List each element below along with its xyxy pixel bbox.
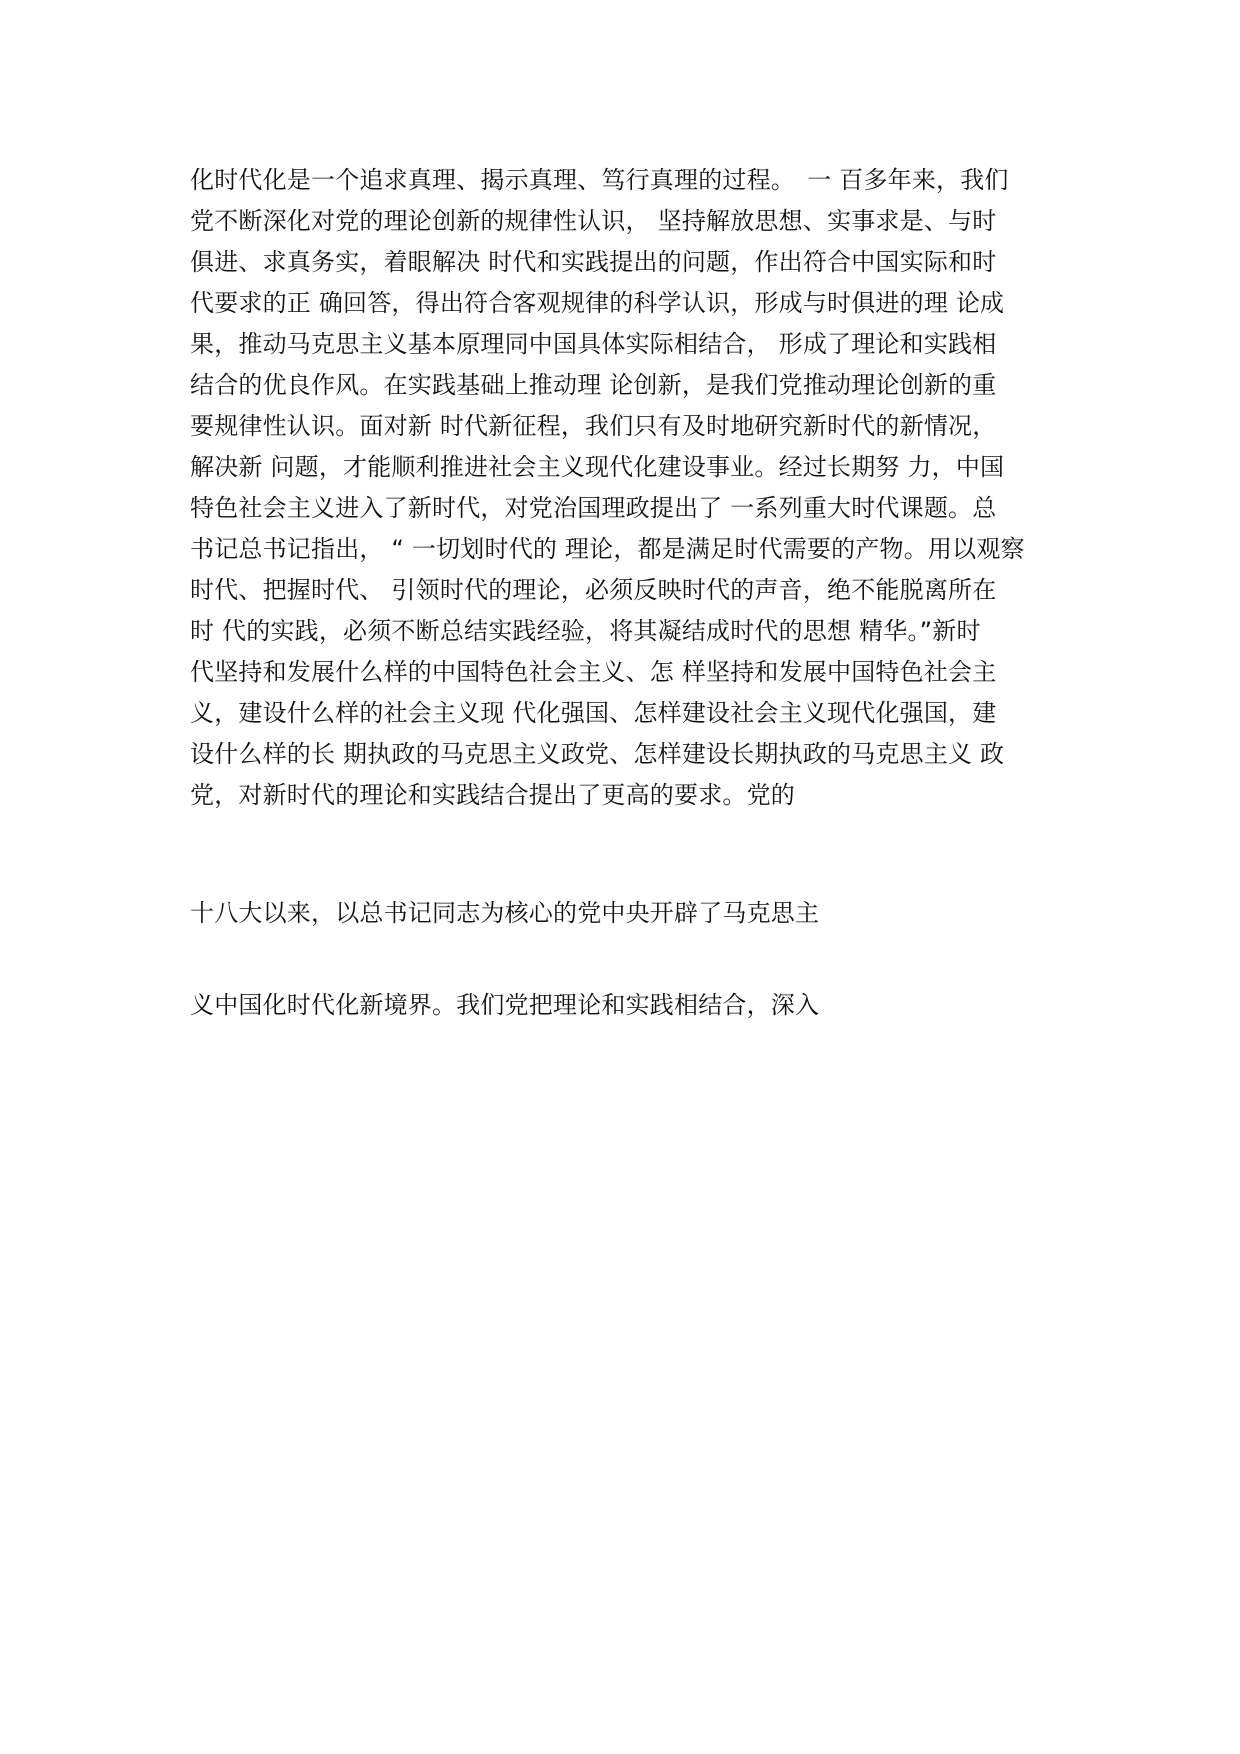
text-line: 果，推动马克思主义基本原理同中国具体实际相结合， 形成了理论和实践相 (190, 330, 997, 358)
text-line: 代要求的正 确回答，得出符合客观规律的科学认识，形成与时俱进的理 论成 (190, 289, 1005, 317)
text-line: 结合的优良作风。在实践基础上推动理 论创新，是我们党推动理论创新的重 (190, 371, 997, 399)
text-line: 党不断深化对党的理论创新的规律性认识， 坚持解放思想、实事求是、与时 (190, 207, 997, 235)
text-line: 俱进、求真务实，着眼解决 时代和实践提出的问题，作出符合中国实际和时 (190, 248, 997, 276)
text-line: 义，建设什么样的社会主义现 代化强国、怎样建设社会主义现代化强国，建 (190, 699, 997, 727)
text-line: 党，对新时代的理论和实践结合提出了更高的要求。党的 (190, 781, 795, 809)
text-line: 特色社会主义进入了新时代，对党治国理政提出了 一系列重大时代课题。总 (190, 494, 997, 522)
body-paragraph (190, 160, 1090, 816)
text-line: 时代、把握时代、 引领时代的理论，必须反映时代的声音，绝不能脱离所在 (190, 576, 997, 604)
text-line: 要规律性认识。面对新 时代新征程，我们只有及时地研究新时代的新情况， (190, 412, 997, 440)
text-line: 设什么样的长 期执政的马克思主义政党、怎样建设长期执政的马克思主义 政 (190, 740, 1005, 768)
text-line: 十八大以来，以总书记同志为核心的党中央开辟了马克思主 (190, 899, 820, 927)
text-line: 书记总书记指出， “ 一切划时代的 理论，都是满足时代需要的产物。用以观察 (190, 535, 1025, 563)
text-line: 解决新 问题，才能顺利推进社会主义现代化建设事业。经过长期努 力，中国 (190, 453, 1005, 481)
text-line: 义中国化时代化新境界。我们党把理论和实践相结合，深入 (190, 991, 820, 1019)
text-line: 代坚持和发展什么样的中国特色社会主义、怎 样坚持和发展中国特色社会主 (190, 658, 997, 686)
text-line: 时 代的实践，必须不断总结实践经验，将其凝结成时代的思想 精华。”新时 (190, 617, 981, 645)
text-line: 化时代化是一个追求真理、揭示真理、笃行真理的过程。 一 百多年来，我们 (190, 166, 1009, 194)
